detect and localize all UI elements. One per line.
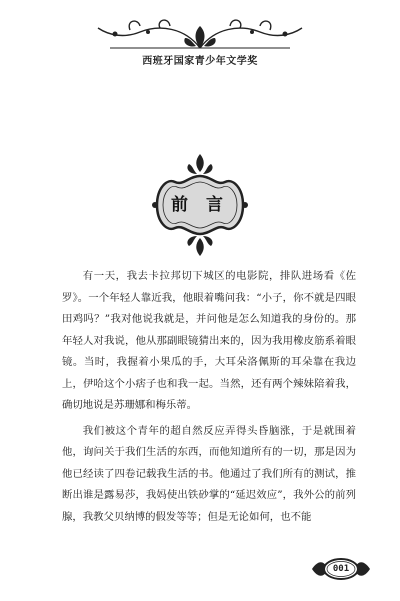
page-title: 前 言 <box>171 195 229 215</box>
page-number: 001 <box>332 564 350 574</box>
paragraph-2: 我们被这个青年的超自然反应弄得头昏脑涨，于是就围着他，询问关于我们生活的东西，而他知道所有的一切，那是因为他已经读了四卷记载我生活的书。他通过了我们所有的测试，推断出谁是露易莎，我妈使出铁砂掌的“延迟效应”，我外公的前列腺，我教父贝纳博的假发等等；但是无论如何，也不能 <box>62 424 356 523</box>
body-text <box>62 266 356 532</box>
paragraph-1: 有一天，我去卡拉邦切下城区的电影院，排队进场看《佐罗》。一个年轻人靠近我，他眼着嘴问我：“小子，你不就是四眼田鸡吗？”我对他说我就是，并问他是怎么知道我的身份的。那年轻人对我说，他从那副眼镜猜出来的，因为我用橡皮筋系着眼镜。当时，我握着小果瓜的手，大耳朵洛佩斯的耳朵靠在我边上，伊哈这个小痞子也和我一起。当然，还有两个辣妹陪着我，确切地说是苏珊娜和梅乐蒂。 <box>62 270 356 411</box>
series-label: 西班牙国家青少年文学奖 <box>142 56 258 67</box>
